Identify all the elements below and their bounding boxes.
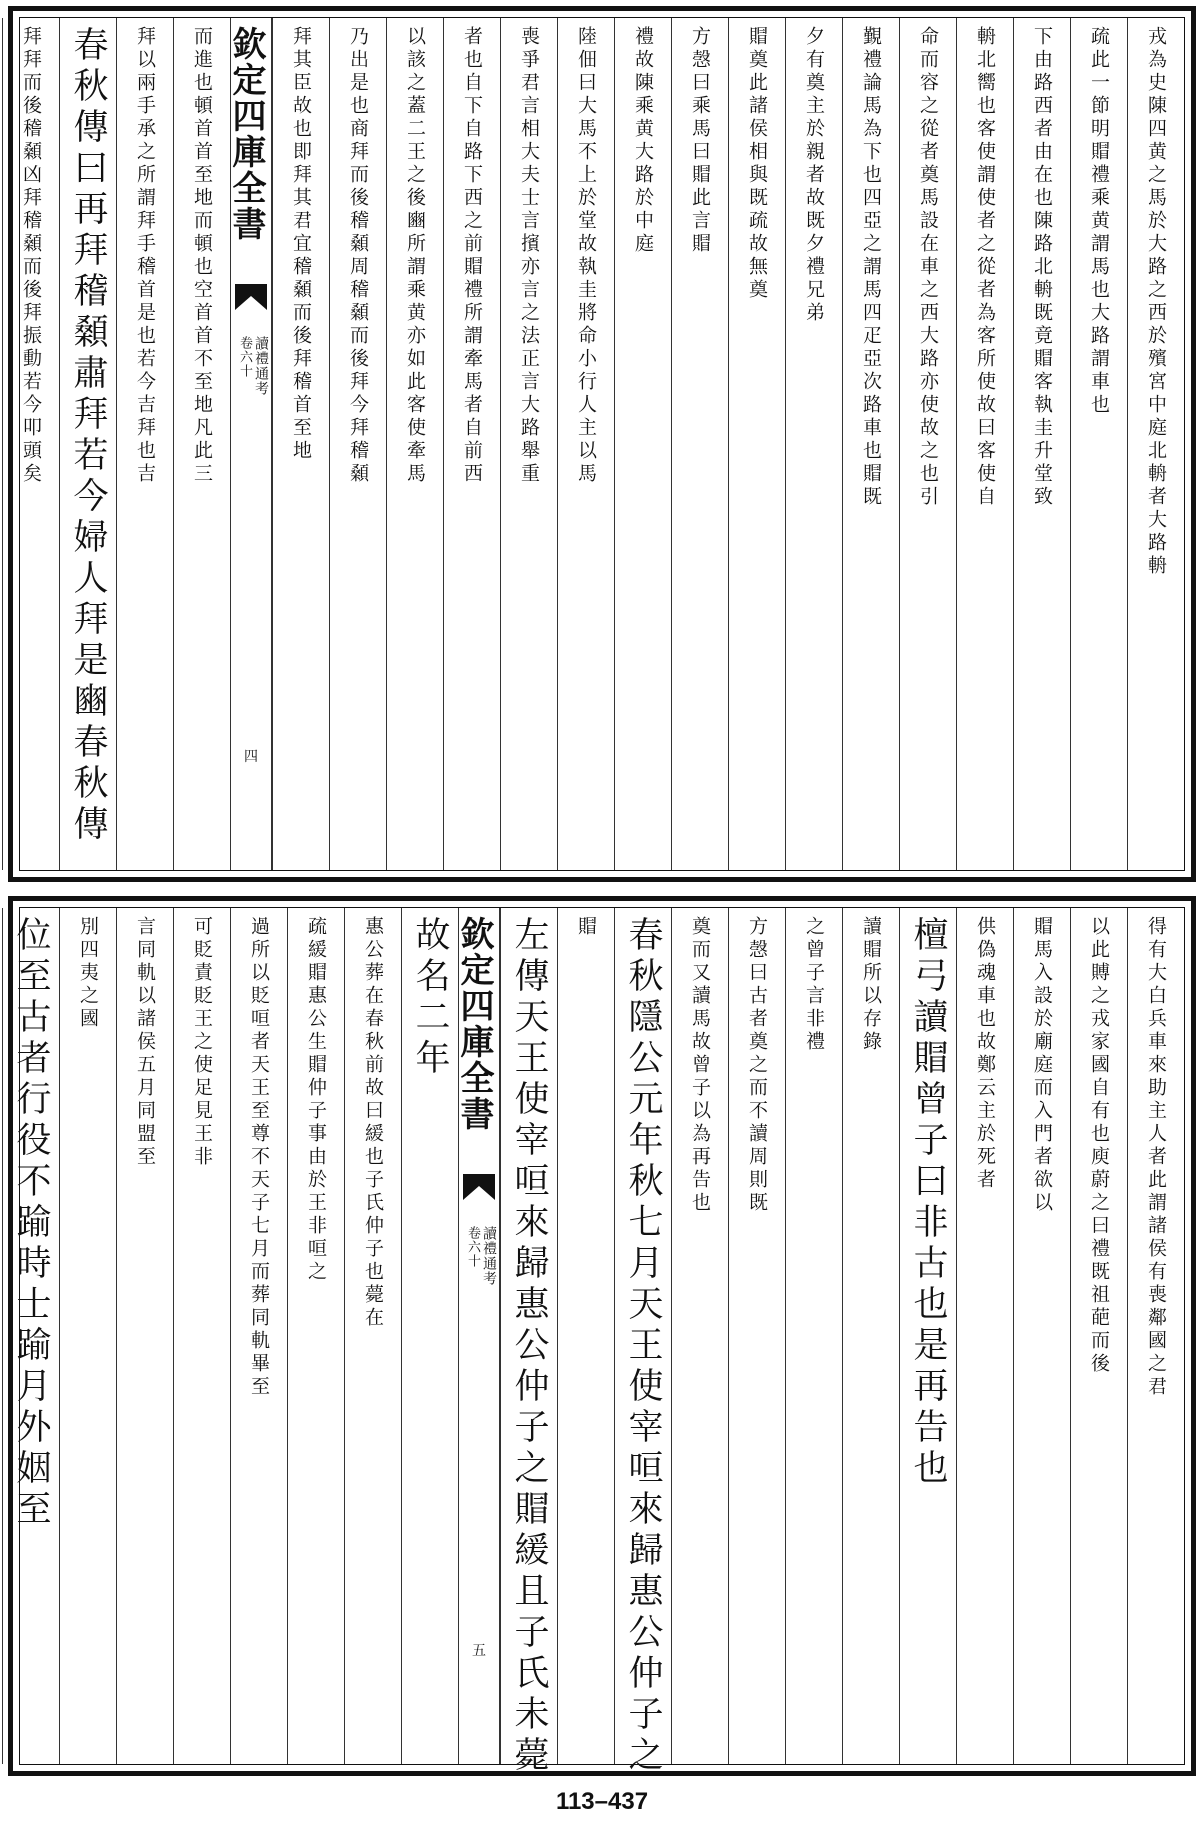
- text-column: 惠公葬在春秋前故曰緩也子氏仲子也薨在: [344, 908, 401, 1764]
- banner-volume: 卷六十: [465, 1226, 480, 1268]
- banner-book-title: 讀禮通考: [481, 1226, 497, 1286]
- text-column: 拜其臣故也即拜其君宜稽顙而後拜稽首至地: [272, 18, 329, 870]
- upper-columns: [20, 18, 1184, 870]
- upper-half-page: [8, 6, 1196, 882]
- text-column: 言同軌以諸侯五月同盟至: [116, 908, 173, 1764]
- text-column: 者也自下自路下西之前賵禮所謂牽馬者自前西: [443, 18, 500, 870]
- text-column: 得有大白兵車來助主人者此謂諸侯有喪鄰國之君: [1127, 908, 1184, 1764]
- lower-half-page: [8, 896, 1196, 1776]
- text-column: 別四夷之國: [59, 908, 116, 1764]
- text-column: 過所以貶咺者天王至尊不天子七月而葬同軌畢至: [230, 908, 287, 1764]
- text-column: 疏緩賵惠公生賵仲子事由於王非咺之: [287, 908, 344, 1764]
- text-column: 賵: [557, 908, 614, 1764]
- banner-title: 欽定四庫全書: [454, 916, 494, 1132]
- text-column: 賵奠此諸侯相與既疏故無奠: [728, 18, 785, 870]
- fish-tail-ornament-icon: [463, 1174, 495, 1200]
- text-column: 方愨曰古者奠之而不讀周則既: [728, 908, 785, 1764]
- text-column: 疏此一節明賵禮乘黄謂馬也大路謂車也: [1070, 18, 1127, 870]
- text-column: 方愨曰乘馬曰賵此言賵: [671, 18, 728, 870]
- text-column: 以該之蓋二王之後豳所謂乘黄亦如此客使牽馬: [386, 18, 443, 870]
- text-column: 故名二年: [401, 908, 458, 1764]
- center-banner: [226, 18, 272, 870]
- text-column: 以此賻之戎家國自有也庾蔚之曰禮既祖葩而後: [1070, 908, 1127, 1764]
- text-column: 左傳天王使宰咺來歸惠公仲子之賵緩且子氏未薨: [500, 908, 557, 1764]
- text-column: 拜以兩手承之所謂拜手稽首是也若今吉拜也吉: [116, 18, 173, 870]
- text-column: 供偽魂車也故鄭云主於死者: [956, 908, 1013, 1764]
- text-column: 命而容之從者奠馬設在車之西大路亦使故之也引: [899, 18, 956, 870]
- banner-book-title: 讀禮通考: [253, 336, 269, 396]
- text-column: 之曾子言非禮: [785, 908, 842, 1764]
- text-column: 喪爭君言相大夫士言擯亦言之法正言大路舉重: [500, 18, 557, 870]
- text-column: 可貶責貶王之使足見王非: [173, 908, 230, 1764]
- text-column: 戎為史陳四黄之馬於大路之西於殯宮中庭北輈者大路輈: [1127, 18, 1184, 870]
- text-column: 下由路西者由在也陳路北輈既竟賵客執圭升堂致: [1013, 18, 1070, 870]
- text-column: 而進也頓首首至地而頓也空首首不至地凡此三: [173, 18, 230, 870]
- banner-page-number: 四: [244, 749, 258, 765]
- text-column: 春秋隱公元年秋七月天王使宰咺來歸惠公仲子之: [614, 908, 671, 1764]
- text-column: 乃出是也商拜而後稽顙周稽顙而後拜今拜稽顙: [329, 18, 386, 870]
- text-column: 讀賵所以存錄: [842, 908, 899, 1764]
- banner-title: 欽定四庫全書: [226, 26, 266, 242]
- text-column: 檀弓讀賵曾子曰非古也是再告也: [899, 908, 956, 1764]
- center-banner: [454, 908, 500, 1764]
- text-column: 奠而又讀馬故曾子以為再告也: [671, 908, 728, 1764]
- banner-volume: 卷六十: [237, 336, 252, 378]
- banner-page-number: 五: [472, 1643, 486, 1659]
- text-column: 位至古者行役不踰時士踰月外姻至: [2, 908, 59, 1764]
- text-column: 春秋傳曰再拜稽顙肅拜若今婦人拜是豳春秋傳: [59, 18, 116, 870]
- text-column: 陸佃曰大馬不上於堂故執圭將命小行人主以馬: [557, 18, 614, 870]
- lower-columns: [11, 908, 1184, 1777]
- text-column: 覲禮論馬為下也四亞之謂馬四疋亞次路車也賵既: [842, 18, 899, 870]
- text-column: 輈北嚮也客使謂使者之從者為客所使故曰客使自: [956, 18, 1013, 870]
- folio-number: 113–437: [555, 1788, 649, 1815]
- text-column: 賵馬入設於廟庭而入門者欲以: [1013, 908, 1070, 1764]
- lower-text-frame: [11, 907, 1185, 1777]
- upper-text-frame: [19, 17, 1185, 871]
- text-column: 禮故陳乘黄大路於中庭: [614, 18, 671, 870]
- text-column: 夕有奠主於親者故既夕禮兄弟: [785, 18, 842, 870]
- text-column: 拜拜而後稽顙凶拜稽顙而後拜振動若今叩頭矣: [2, 18, 59, 870]
- fish-tail-ornament-icon: [235, 284, 267, 310]
